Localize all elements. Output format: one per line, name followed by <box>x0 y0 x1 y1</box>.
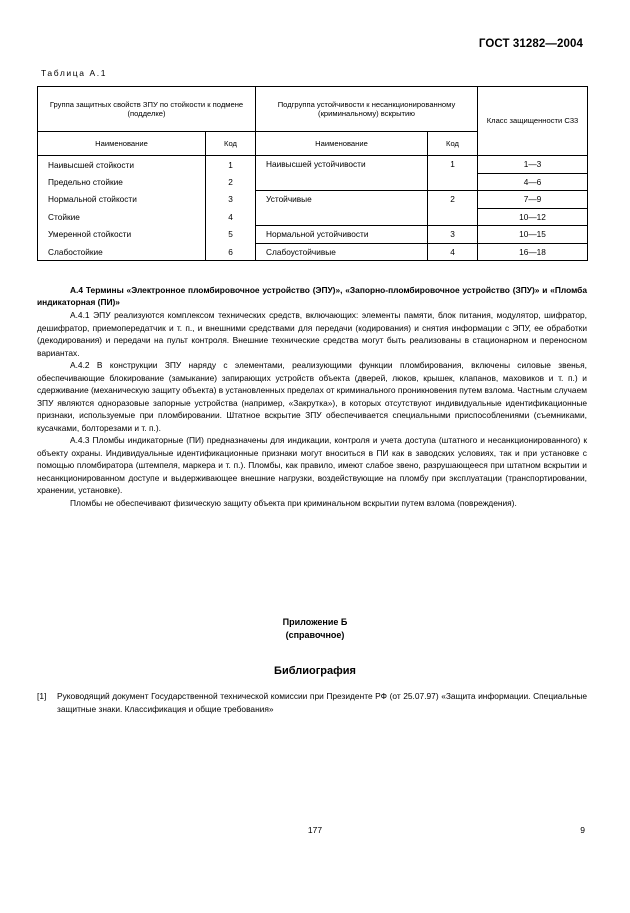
col-name: Наименование <box>38 132 206 156</box>
subgroup-name: Слабоустойчивые <box>256 243 428 261</box>
col-name2: Наименование <box>256 132 428 156</box>
bibliography-title: Библиография <box>274 665 356 677</box>
class-value: 10—12 <box>478 208 588 226</box>
bibliography-entry <box>37 690 587 715</box>
group-code: 6 <box>206 243 256 261</box>
subgroup-name: Наивысшей устойчивости <box>256 156 428 191</box>
group-name: Слабостойкие <box>38 243 206 261</box>
subgroup-name: Устойчивые <box>256 191 428 226</box>
subgroup-code: 2 <box>428 191 478 226</box>
class-value: 7—9 <box>478 191 588 209</box>
class-value: 16—18 <box>478 243 588 261</box>
section-heading: А.4 Термины «Электронное пломбировочное устройство (ЭПУ)», «Запорно-пломбировочное устройство (ЗПУ)» и «Пломба индикаторная (ПИ)» <box>37 285 587 307</box>
group-code: 5 <box>206 226 256 244</box>
classification-table <box>37 86 588 261</box>
group-name: Наивысшей стойкости <box>38 156 206 174</box>
subgroup-code: 1 <box>428 156 478 191</box>
standard-number: ГОСТ 31282—2004 <box>478 38 583 50</box>
subgroup-name: Нормальной устойчивости <box>256 226 428 244</box>
table-row <box>38 243 588 261</box>
group-code: 3 <box>206 191 256 209</box>
class-header: Класс защищенности С33 <box>478 87 588 156</box>
table-row <box>38 226 588 244</box>
group-code: 2 <box>206 173 256 191</box>
page-number-right: 9 <box>580 825 585 835</box>
table-caption: Таблица А.1 <box>41 68 108 78</box>
appendix-subtitle: (справочное) <box>285 630 345 640</box>
group-name: Умеренной стойкости <box>38 226 206 244</box>
group-name: Предельно стойкие <box>38 173 206 191</box>
page-number-center: 177 <box>307 825 323 835</box>
class-value: 4—6 <box>478 173 588 191</box>
table-row <box>38 156 588 174</box>
paragraph-a42: А.4.2 В конструкции ЗПУ наряду с элементами, реализующими функции пломбирования, включены силовые звенья, обеспечивающие блокирование (замыкание) запирающих устройств объекта (дверей, люков, крышек, клапанов, маховиков и т. п.) и сдерживание (механическую защиту объекта) в установленных пределах от криминального проникновения путем взлома. Частным случаем ЗПУ являются одноразовые запорные устройства (например, «Закрутка»), в которых отсутствуют индивидуальные идентификационные признаки, используемые при пломбировании. Штатное вскрытие ЗПУ обеспечивается специальными приспособлениями (съемниками, кусачками, болторезами и т. п.). <box>37 360 587 433</box>
col-code2: Код <box>428 132 478 156</box>
paragraph-note: Пломбы не обеспечивают физическую защиту объекта при криминальном вскрытии путем взлома (повреждения). <box>70 497 517 508</box>
ref-number: [1] <box>37 691 47 701</box>
subgroup-header: Подгруппа устойчивости к несанкционированному (криминальному) вскрытию <box>256 87 478 132</box>
subgroup-code: 3 <box>428 226 478 244</box>
group-header: Группа защитных свойств ЗПУ по стойкости к подмене (подделке) <box>38 87 256 132</box>
table-row <box>38 191 588 209</box>
group-code: 4 <box>206 208 256 226</box>
paragraph-a43: А.4.3 Пломбы индикаторные (ПИ) предназначены для индикации, контроля и учета доступа (штатного и несанкционированного) к объекту охраны. Индивидуальные идентификационные признаки могут вноситься в ПИ как в заводских условиях, так и при установке с помощью пломбиратора (штемпеля, маркера и т. п.). Пломбы, как правило, имеют слабое звено, разрушающееся при штатном вскрытии и несанкционированном доступе и выдерживающее внешние нагрузки, воздействующие на пломбу при эксплуатации (транспортировании, хранении, установке). <box>37 435 587 495</box>
group-code: 1 <box>206 156 256 174</box>
section-text <box>37 284 587 509</box>
group-name: Стойкие <box>38 208 206 226</box>
ref-text: Руководящий документ Государственной технической комиссии при Президенте РФ (от 25.07.97) «Защита информации. Специальные защитные знаки. Классификация и общие требования» <box>57 691 587 714</box>
appendix-title: Приложение Б <box>282 617 348 627</box>
class-value: 10—15 <box>478 226 588 244</box>
paragraph-a41: А.4.1 ЭПУ реализуются комплексом технических средств, включающих: элементы памяти, блок питания, модулятор, шифратор, дешифратор, приемопередатчик и т. п., и внешними средствами для передачи (кодирования) и снятия информации с ЭПУ, ее обработки (декодирования) и передачи на пульт контроля. Внешние технические средства могут быть реализованы в стационарном и переносном вариантах. <box>37 310 587 358</box>
class-value: 1—3 <box>478 156 588 174</box>
col-code: Код <box>206 132 256 156</box>
group-name: Нормальной стойкости <box>38 191 206 209</box>
subgroup-code: 4 <box>428 243 478 261</box>
